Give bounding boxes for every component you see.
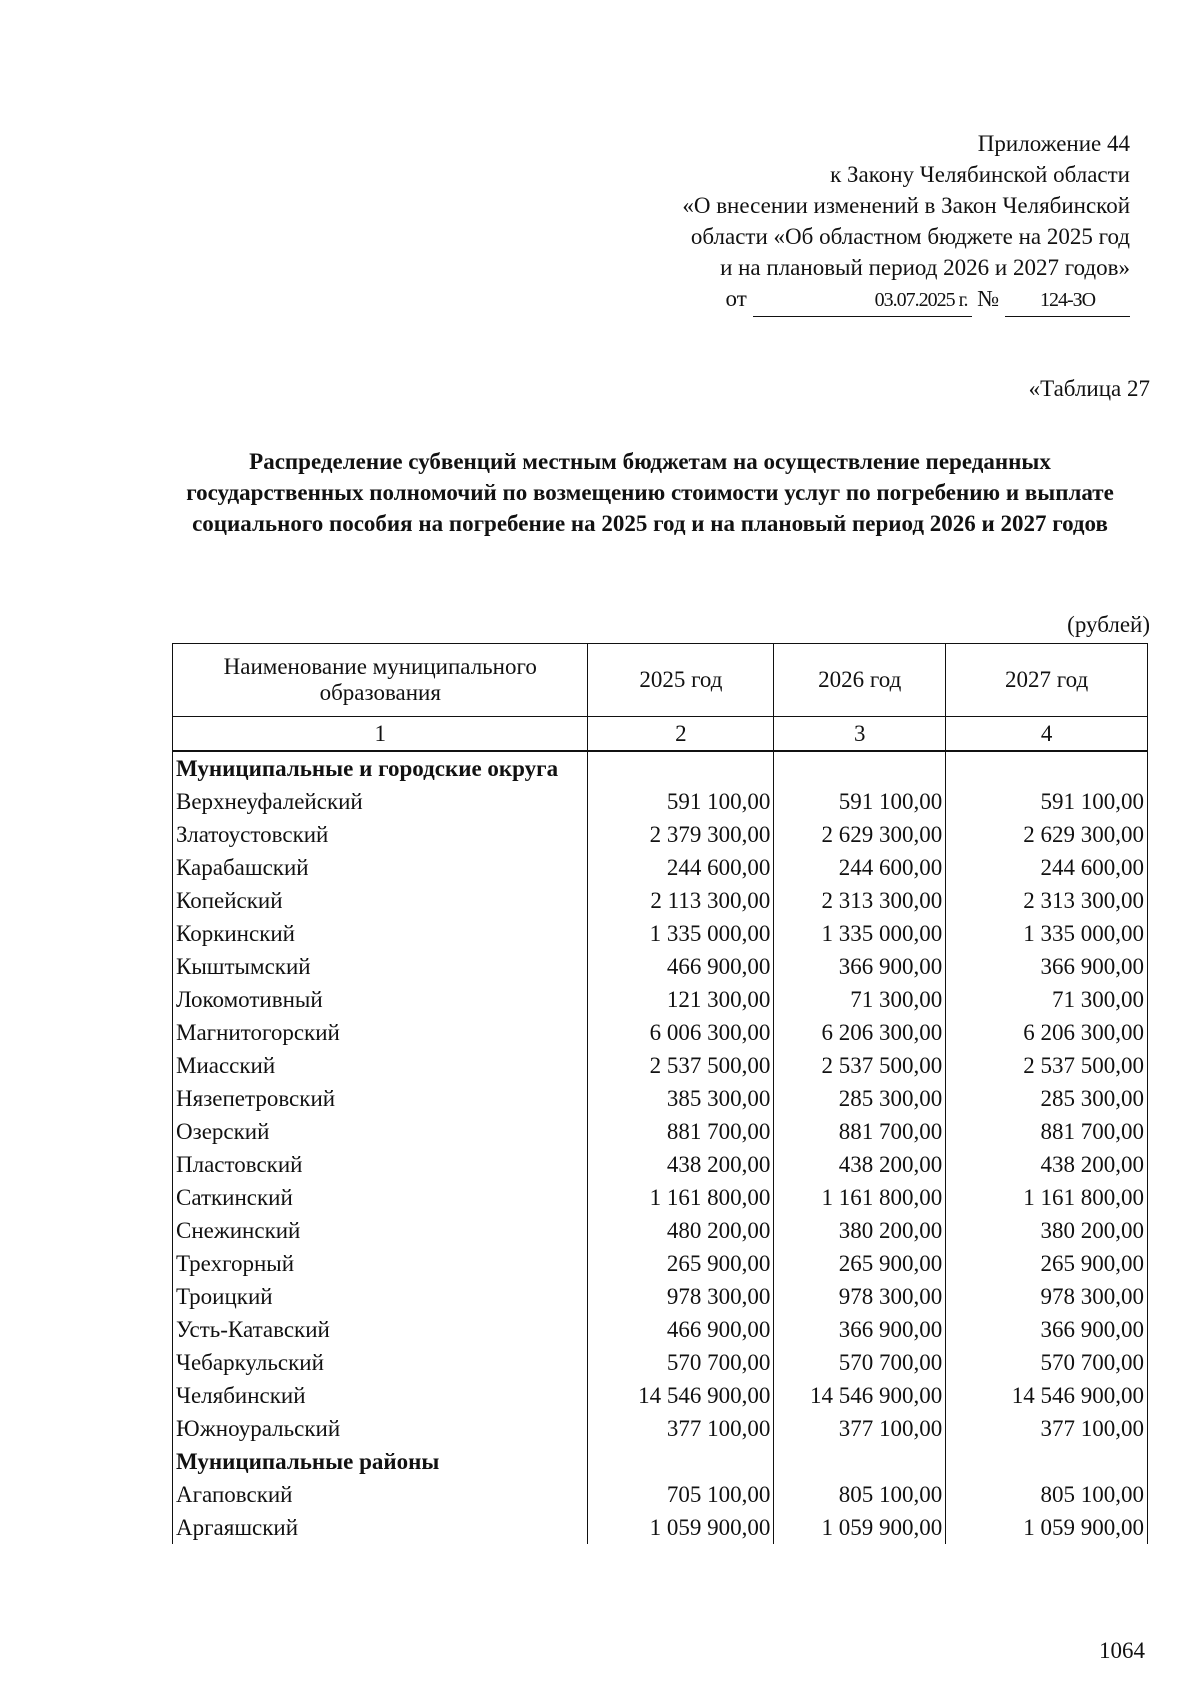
value-2025: 480 200,00	[588, 1214, 774, 1247]
value-2026: 1 335 000,00	[774, 917, 946, 950]
value-2026: 591 100,00	[774, 785, 946, 818]
law-number: 124-ЗО	[1005, 285, 1130, 317]
value-2025: 1 161 800,00	[588, 1181, 774, 1214]
value-2027: 1 335 000,00	[946, 917, 1148, 950]
value-2027: 265 900,00	[946, 1247, 1148, 1280]
table-row	[173, 1115, 1148, 1148]
value-2025: 466 900,00	[588, 950, 774, 983]
table-row	[173, 1181, 1148, 1214]
value-2026: 14 546 900,00	[774, 1379, 946, 1412]
section-header-row	[173, 751, 1148, 785]
from-label: от	[725, 286, 747, 311]
municipality-name: Озерский	[173, 1115, 588, 1148]
municipality-name: Нязепетровский	[173, 1082, 588, 1115]
value-2025: 265 900,00	[588, 1247, 774, 1280]
value-2027: 366 900,00	[946, 1313, 1148, 1346]
table-row	[173, 1214, 1148, 1247]
value-2026: 380 200,00	[774, 1214, 946, 1247]
value-2027: 591 100,00	[946, 785, 1148, 818]
value-2026: 805 100,00	[774, 1478, 946, 1511]
value-2026: 570 700,00	[774, 1346, 946, 1379]
table-row	[173, 1082, 1148, 1115]
value-2026: 881 700,00	[774, 1115, 946, 1148]
municipality-name: Пластовский	[173, 1148, 588, 1181]
value-2025: 466 900,00	[588, 1313, 774, 1346]
value-2027: 380 200,00	[946, 1214, 1148, 1247]
column-index-row	[173, 717, 1148, 752]
header-2026: 2026 год	[774, 644, 946, 717]
value-2027: 244 600,00	[946, 851, 1148, 884]
table-row	[173, 1247, 1148, 1280]
value-2025: 385 300,00	[588, 1082, 774, 1115]
value-2025: 1 059 900,00	[588, 1511, 774, 1544]
value-2027: 14 546 900,00	[946, 1379, 1148, 1412]
municipality-name: Карабашский	[173, 851, 588, 884]
value-2027: 6 206 300,00	[946, 1016, 1148, 1049]
value-2027: 2 313 300,00	[946, 884, 1148, 917]
table-row	[173, 983, 1148, 1016]
value-2026: 377 100,00	[774, 1412, 946, 1445]
value-2026: 1 059 900,00	[774, 1511, 946, 1544]
value-2025: 438 200,00	[588, 1148, 774, 1181]
table-row	[173, 1412, 1148, 1445]
page-number: 1064	[1099, 1638, 1145, 1663]
table-row	[173, 1346, 1148, 1379]
value-2025: 121 300,00	[588, 983, 774, 1016]
value-2027: 570 700,00	[946, 1346, 1148, 1379]
municipality-name: Трехгорный	[173, 1247, 588, 1280]
municipality-name: Саткинский	[173, 1181, 588, 1214]
value-2025: 14 546 900,00	[588, 1379, 774, 1412]
subvention-table	[172, 643, 1148, 1544]
value-2026: 978 300,00	[774, 1280, 946, 1313]
value-2027: 978 300,00	[946, 1280, 1148, 1313]
municipality-name: Южноуральский	[173, 1412, 588, 1445]
value-2025: 244 600,00	[588, 851, 774, 884]
section-header-row	[173, 1445, 1148, 1478]
value-2027: 438 200,00	[946, 1148, 1148, 1181]
value-2025: 1 335 000,00	[588, 917, 774, 950]
law-name-line-1: «О внесении изменений в Закон Челябинской	[682, 193, 1130, 218]
municipality-name: Агаповский	[173, 1478, 588, 1511]
municipality-name: Верхнеуфалейский	[173, 785, 588, 818]
value-2027: 1 059 900,00	[946, 1511, 1148, 1544]
empty-cell	[588, 1445, 774, 1478]
table-row	[173, 1016, 1148, 1049]
table-row	[173, 818, 1148, 851]
empty-cell	[774, 1445, 946, 1478]
law-date-number	[570, 283, 1130, 317]
table-body	[173, 717, 1148, 1545]
value-2026: 6 206 300,00	[774, 1016, 946, 1049]
table-row	[173, 1280, 1148, 1313]
table-row	[173, 785, 1148, 818]
value-2025: 2 379 300,00	[588, 818, 774, 851]
table-header-row	[173, 644, 1148, 717]
appendix-title: Приложение 44	[977, 131, 1130, 156]
value-2027: 881 700,00	[946, 1115, 1148, 1148]
header-2027: 2027 год	[946, 644, 1148, 717]
empty-cell	[774, 751, 946, 785]
value-2025: 377 100,00	[588, 1412, 774, 1445]
table-row	[173, 1049, 1148, 1082]
value-2027: 2 537 500,00	[946, 1049, 1148, 1082]
municipality-name: Кыштымский	[173, 950, 588, 983]
section-title: Муниципальные и городские округа	[173, 751, 588, 785]
table-row	[173, 1478, 1148, 1511]
value-2025: 2 113 300,00	[588, 884, 774, 917]
table-row	[173, 1511, 1148, 1544]
number-label: №	[977, 286, 1000, 311]
value-2027: 805 100,00	[946, 1478, 1148, 1511]
value-2025: 978 300,00	[588, 1280, 774, 1313]
table-row	[173, 950, 1148, 983]
empty-cell	[946, 1445, 1148, 1478]
value-2025: 591 100,00	[588, 785, 774, 818]
table-label: «Таблица 27	[1028, 376, 1150, 401]
document-title: Распределение субвенций местным бюджетам на осуществление переданных государственных полномочий по возмещению стоимости услуг по погребению и выплате социального пособия на погребение на 2025 год и на плановый период 2026 и 2027 годов	[186, 449, 1114, 536]
law-date: 03.07.2025 г.	[753, 285, 972, 317]
value-2027: 366 900,00	[946, 950, 1148, 983]
value-2027: 377 100,00	[946, 1412, 1148, 1445]
value-2026: 285 300,00	[774, 1082, 946, 1115]
value-2026: 366 900,00	[774, 950, 946, 983]
value-2025: 2 537 500,00	[588, 1049, 774, 1082]
law-name-line-2: области «Об областном бюджете на 2025 год	[690, 224, 1130, 249]
column-index: 3	[774, 717, 946, 752]
value-2025: 6 006 300,00	[588, 1016, 774, 1049]
municipality-name: Миасский	[173, 1049, 588, 1082]
table-row	[173, 851, 1148, 884]
table-row	[173, 884, 1148, 917]
document-header	[570, 128, 1130, 317]
value-2026: 2 629 300,00	[774, 818, 946, 851]
value-2026: 1 161 800,00	[774, 1181, 946, 1214]
law-name-line-3: и на плановый период 2026 и 2027 годов»	[720, 255, 1130, 280]
value-2026: 265 900,00	[774, 1247, 946, 1280]
value-2027: 71 300,00	[946, 983, 1148, 1016]
header-name: Наименование муниципального образования	[173, 644, 588, 717]
municipality-name: Магнитогорский	[173, 1016, 588, 1049]
value-2025: 705 100,00	[588, 1478, 774, 1511]
municipality-name: Чебаркульский	[173, 1346, 588, 1379]
value-2025: 570 700,00	[588, 1346, 774, 1379]
value-2026: 2 537 500,00	[774, 1049, 946, 1082]
municipality-name: Аргаяшский	[173, 1511, 588, 1544]
value-2026: 244 600,00	[774, 851, 946, 884]
value-2025: 881 700,00	[588, 1115, 774, 1148]
empty-cell	[588, 751, 774, 785]
value-2026: 438 200,00	[774, 1148, 946, 1181]
table-row	[173, 917, 1148, 950]
value-2027: 2 629 300,00	[946, 818, 1148, 851]
municipality-name: Копейский	[173, 884, 588, 917]
value-2026: 71 300,00	[774, 983, 946, 1016]
column-index: 4	[946, 717, 1148, 752]
units-label: (рублей)	[1067, 612, 1150, 637]
municipality-name: Троицкий	[173, 1280, 588, 1313]
table-row	[173, 1313, 1148, 1346]
value-2027: 285 300,00	[946, 1082, 1148, 1115]
column-index: 2	[588, 717, 774, 752]
table-row	[173, 1148, 1148, 1181]
value-2027: 1 161 800,00	[946, 1181, 1148, 1214]
municipality-name: Локомотивный	[173, 983, 588, 1016]
value-2026: 366 900,00	[774, 1313, 946, 1346]
municipality-name: Челябинский	[173, 1379, 588, 1412]
municipality-name: Коркинский	[173, 917, 588, 950]
value-2026: 2 313 300,00	[774, 884, 946, 917]
section-title: Муниципальные районы	[173, 1445, 588, 1478]
header-2025: 2025 год	[588, 644, 774, 717]
table-row	[173, 1379, 1148, 1412]
municipality-name: Снежинский	[173, 1214, 588, 1247]
empty-cell	[946, 751, 1148, 785]
municipality-name: Златоустовский	[173, 818, 588, 851]
municipality-name: Усть-Катавский	[173, 1313, 588, 1346]
column-index: 1	[173, 717, 588, 752]
law-reference: к Закону Челябинской области	[830, 162, 1130, 187]
